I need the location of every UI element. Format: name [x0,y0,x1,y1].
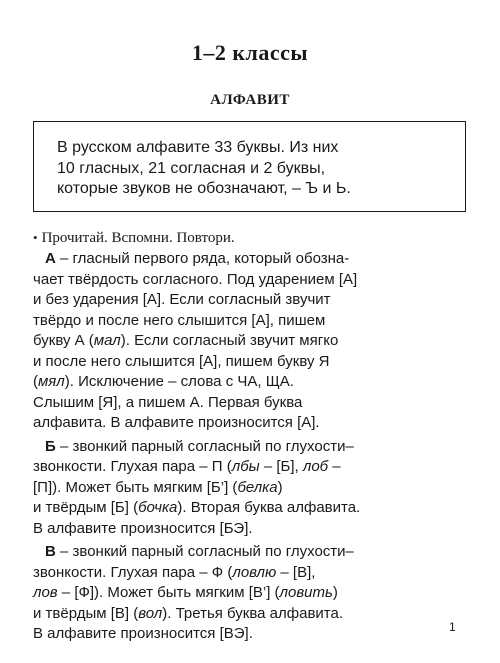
text-fragment: ). Если согласный звучит мягко [120,332,339,349]
grade-heading: 1–2 классы [191,40,309,65]
text-fragment: звонкости. Глухая пара – Ф ( [33,563,233,581]
text-line [33,331,466,352]
text-fragment: – [Б], [259,458,303,475]
rule-box [33,121,466,212]
text-fragment: ( [33,373,38,390]
text-line: и после него слышится [А], пишем букву Я [33,352,330,370]
text-fragment: [П]). Может быть мягким [Б’] ( [33,478,238,496]
example-word: мал [93,332,121,349]
text-line: В алфавите произносится [ВЭ]. [33,625,253,642]
text-fragment: ). Исключение – слова с ЧА, ЩА. [64,373,294,390]
example-word: лов [33,584,58,601]
text-fragment: – [В], [276,563,316,581]
text-line: твёрдо и после него слышится [А], пишем [33,311,326,329]
text-line: алфавита. В алфавите произносится [А]. [33,414,320,431]
text-fragment: и твёрдым [В] ( [33,604,139,622]
example-word: ловить [279,584,333,601]
task-instruction [33,230,235,247]
text-line [33,437,466,458]
text-fragment: – [328,458,341,475]
text-line: В алфавите произносится [БЭ]. [33,519,253,537]
task-text: Прочитай. Вспомни. Повтори. [41,230,235,246]
letter-a: А [45,250,56,267]
text-fragment: ). Вторая буква алфавита. [177,499,361,516]
paragraph-letter-a [33,249,466,434]
paragraph-letter-v [33,542,466,645]
text-fragment: – [Ф]). Может быть мягким [В’] ( [57,584,280,601]
text-fragment: ). Третья буква алфавита. [162,604,344,622]
text-line: Слышим [Я], а пишем А. Первая буква [33,393,303,411]
text-fragment: – звонкий парный согласный по глухости– [55,437,354,455]
rule-line-2: 10 гласных, 21 согласная и 2 буквы, [57,159,326,177]
rule-line-1: В русском алфавите 33 буквы. Из них [57,139,339,156]
text-fragment: звонкости. Глухая пара – П ( [33,458,232,475]
text-line [33,478,466,499]
text-fragment: – гласный первого ряда, который обозна- [55,250,350,267]
text-line [33,249,466,270]
text-line [33,457,466,478]
text-line [33,498,466,519]
text-line [33,604,466,625]
topic-title: АЛФАВИТ [210,92,290,108]
example-word: бочка [138,499,178,516]
letter-b: Б [45,437,56,455]
text-fragment: ) [277,478,283,496]
text-line: чает твёрдость согласного. Под ударением [А] [33,270,358,288]
rule-line-3: которые звуков не обозначают, – Ъ и Ь. [57,180,351,197]
text-line [33,583,466,604]
paragraph-letter-b [33,437,466,540]
bullet-icon: • [33,230,38,245]
example-word: ловлю [232,563,277,581]
text-fragment: и твёрдым [Б] ( [33,499,139,516]
example-word: мял [38,373,65,390]
example-word: белка [237,478,278,496]
text-line [33,563,466,584]
letter-v: В [45,543,56,560]
page-number: 1 [449,620,456,634]
letters-text [33,249,466,648]
text-line [33,542,466,563]
text-fragment: букву А ( [33,332,94,349]
text-line: и без ударения [А]. Если согласный звучит [33,291,331,308]
text-fragment: ) [332,584,338,601]
example-word: лоб [302,458,329,475]
example-word: лбы [231,458,260,475]
text-line [33,372,466,393]
text-fragment: – звонкий парный согласный по глухости– [55,543,354,560]
example-word: вол [138,604,163,622]
